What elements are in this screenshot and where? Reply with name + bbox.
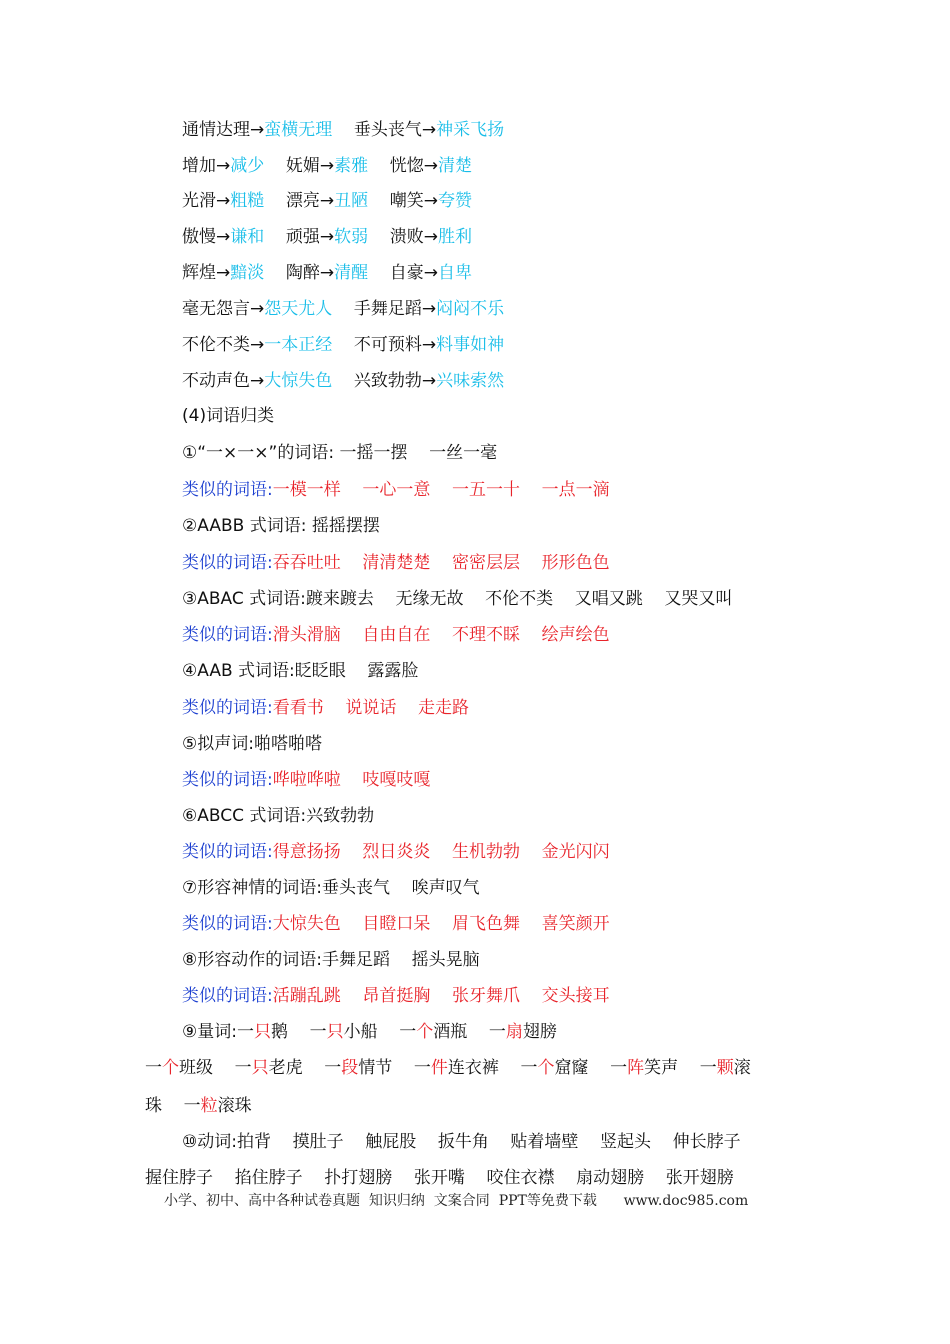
text-segment: 珠 一	[145, 1096, 201, 1116]
text-segment: 清醒	[334, 263, 369, 283]
text-segment: 夸赞	[437, 191, 472, 211]
text-line	[0, 369, 950, 393]
text-segment: 丑陋	[334, 191, 369, 211]
text-segment: 不伦不类→	[182, 335, 265, 355]
text-segment: 减少	[230, 156, 265, 176]
text-segment: 妩媚→	[264, 156, 335, 176]
text-segment: ①“一×一×”的词语: 一摇一摆 一丝一毫	[182, 443, 498, 463]
text-line	[0, 948, 950, 972]
text-segment: 看看书 说说话 走走路	[272, 698, 469, 718]
text-segment: 类似的词语:	[182, 770, 273, 790]
text-segment: 滚珠	[217, 1096, 252, 1116]
text-segment: 漂亮→	[264, 191, 335, 211]
text-segment: 个	[162, 1058, 179, 1078]
text-line	[0, 551, 950, 575]
text-segment: 料事如神	[436, 335, 505, 355]
text-segment: 班级 一	[179, 1058, 252, 1078]
text-segment: 段	[341, 1058, 359, 1078]
text-segment: 情节 一	[358, 1058, 431, 1078]
text-line	[0, 840, 950, 864]
text-segment: 闷闷不乐	[436, 299, 505, 319]
text-segment: 鹅 一	[270, 1022, 327, 1042]
text-segment: 软弱	[334, 227, 369, 247]
text-segment: 自豪→	[368, 263, 438, 283]
text-segment: 类似的词语:	[182, 698, 273, 718]
text-segment: ⑧形容动作的词语:手舞足蹈 摇头晃脑	[182, 950, 480, 970]
text-segment: 黯淡	[230, 263, 265, 283]
text-line	[0, 587, 950, 611]
text-segment: 傲慢→	[182, 227, 231, 247]
text-segment: 活蹦乱跳 昂首挺胸 张牙舞爪 交头接耳	[272, 986, 610, 1006]
text-segment: 辉煌→	[182, 263, 231, 283]
text-segment: 件	[430, 1058, 448, 1078]
text-line	[0, 333, 950, 357]
text-line	[0, 732, 950, 756]
text-segment: 大惊失色	[264, 371, 333, 391]
text-line	[0, 876, 950, 900]
text-line	[0, 659, 950, 683]
page-footer: 小学、初中、高中各种试卷真题 知识归纳 文案合同 PPT等免费下载 www.doc985.com	[164, 1193, 749, 1209]
text-segment: 溃败→	[368, 227, 438, 247]
text-segment: 类似的词语:	[182, 625, 273, 645]
text-segment: 通情达理→	[182, 120, 265, 140]
text-line	[0, 696, 950, 720]
text-segment: 哗啦哗啦 吱嘎吱嘎	[272, 770, 431, 790]
text-segment: 兴味索然	[436, 371, 505, 391]
text-segment: 嘲笑→	[368, 191, 438, 211]
text-segment: 扇	[505, 1022, 523, 1042]
text-segment: 增加→	[182, 156, 231, 176]
text-segment: 个	[416, 1022, 434, 1042]
text-segment: (4)词语归类	[182, 406, 275, 426]
text-segment: 大惊失色 目瞪口呆 眉飞色舞 喜笑颜开	[272, 914, 610, 934]
text-segment: 个	[537, 1058, 555, 1078]
text-line	[0, 261, 950, 285]
text-segment: 一	[145, 1058, 162, 1078]
text-segment: 粗糙	[230, 191, 265, 211]
text-segment: 谦和	[230, 227, 265, 247]
text-line	[0, 768, 950, 792]
text-segment: 一本正经	[264, 335, 333, 355]
text-segment: 小船 一	[343, 1022, 417, 1042]
text-segment: 一模一样 一心一意 一五一十 一点一滴	[272, 480, 610, 500]
text-line	[0, 514, 950, 538]
text-segment: ③ABAC 式词语:踱来踱去 无缘无故 不伦不类 又唱又跳 又哭又叫	[182, 589, 733, 609]
text-line	[0, 441, 950, 465]
text-line	[0, 189, 950, 213]
text-segment: ⑩动词:拍背 摸肚子 触屁股 扳牛角 贴着墙壁 竖起头 伸长脖子	[182, 1132, 741, 1152]
text-line	[0, 1094, 950, 1118]
text-line	[0, 478, 950, 502]
text-segment: 滚	[733, 1058, 751, 1078]
text-segment: 兴致勃勃→	[332, 371, 437, 391]
text-segment: 手舞足蹈→	[332, 299, 437, 319]
text-segment: 酒瓶 一	[433, 1022, 506, 1042]
text-segment: 光滑→	[182, 191, 231, 211]
text-segment: ②AABB 式词语: 摇摇摆摆	[182, 516, 380, 536]
text-line	[0, 154, 950, 178]
text-segment: 阵	[627, 1058, 645, 1078]
text-line	[0, 297, 950, 321]
text-segment: ④AAB 式词语:眨眨眼 露露脸	[182, 661, 419, 681]
text-segment: 只	[326, 1022, 344, 1042]
text-segment: 滑头滑脑 自由自在 不理不睬 绘声绘色	[272, 625, 610, 645]
text-segment: 类似的词语:	[182, 480, 273, 500]
text-segment: 恍惚→	[368, 156, 438, 176]
text-segment: 清楚	[437, 156, 472, 176]
text-segment: 类似的词语:	[182, 553, 273, 573]
text-segment: 粒	[200, 1096, 218, 1116]
text-line	[0, 1166, 950, 1190]
text-line	[0, 1020, 950, 1044]
text-segment: ⑦形容神情的词语:垂头丧气 唉声叹气	[182, 878, 480, 898]
text-segment: 只	[251, 1058, 269, 1078]
text-segment: 不动声色→	[182, 371, 265, 391]
text-segment: 顽强→	[264, 227, 335, 247]
text-line	[0, 912, 950, 936]
text-segment: 类似的词语:	[182, 914, 273, 934]
text-segment: 不可预料→	[332, 335, 437, 355]
text-segment: 胜利	[437, 227, 472, 247]
text-segment: ⑨量词:一	[182, 1022, 254, 1042]
text-segment: 陶醉→	[264, 263, 335, 283]
text-segment: 连衣裤 一	[447, 1058, 538, 1078]
text-segment: 怨天尤人	[264, 299, 333, 319]
text-segment: 颗	[716, 1058, 734, 1078]
text-segment: 类似的词语:	[182, 842, 273, 862]
text-line	[0, 118, 950, 142]
text-segment: 老虎 一	[268, 1058, 342, 1078]
text-segment: 自卑	[437, 263, 472, 283]
text-segment: 类似的词语:	[182, 986, 273, 1006]
text-line	[0, 1056, 950, 1080]
text-segment: 翅膀	[522, 1022, 557, 1042]
text-segment: 素雅	[334, 156, 369, 176]
text-segment: ⑥ABCC 式词语:兴致勃勃	[182, 806, 375, 826]
text-line	[0, 1130, 950, 1154]
text-segment: 吞吞吐吐 清清楚楚 密密层层 形形色色	[272, 553, 610, 573]
text-line	[0, 984, 950, 1008]
text-segment: 毫无怨言→	[182, 299, 265, 319]
text-line	[0, 623, 950, 647]
text-segment: 神采飞扬	[436, 120, 505, 140]
text-line	[0, 225, 950, 249]
text-segment: ⑤拟声词:啪嗒啪嗒	[182, 734, 322, 754]
text-segment: 只	[253, 1022, 271, 1042]
text-segment: 得意扬扬 烈日炎炎 生机勃勃 金光闪闪	[272, 842, 610, 862]
text-segment: 笑声 一	[644, 1058, 717, 1078]
text-segment: 握住脖子 掐住脖子 扑打翅膀 张开嘴 咬住衣襟 扇动翅膀 张开翅膀	[145, 1168, 734, 1188]
text-line	[0, 804, 950, 828]
text-segment: 蛮横无理	[264, 120, 333, 140]
text-segment: 垂头丧气→	[332, 120, 437, 140]
text-line	[0, 404, 950, 428]
text-segment: 窟窿 一	[554, 1058, 628, 1078]
